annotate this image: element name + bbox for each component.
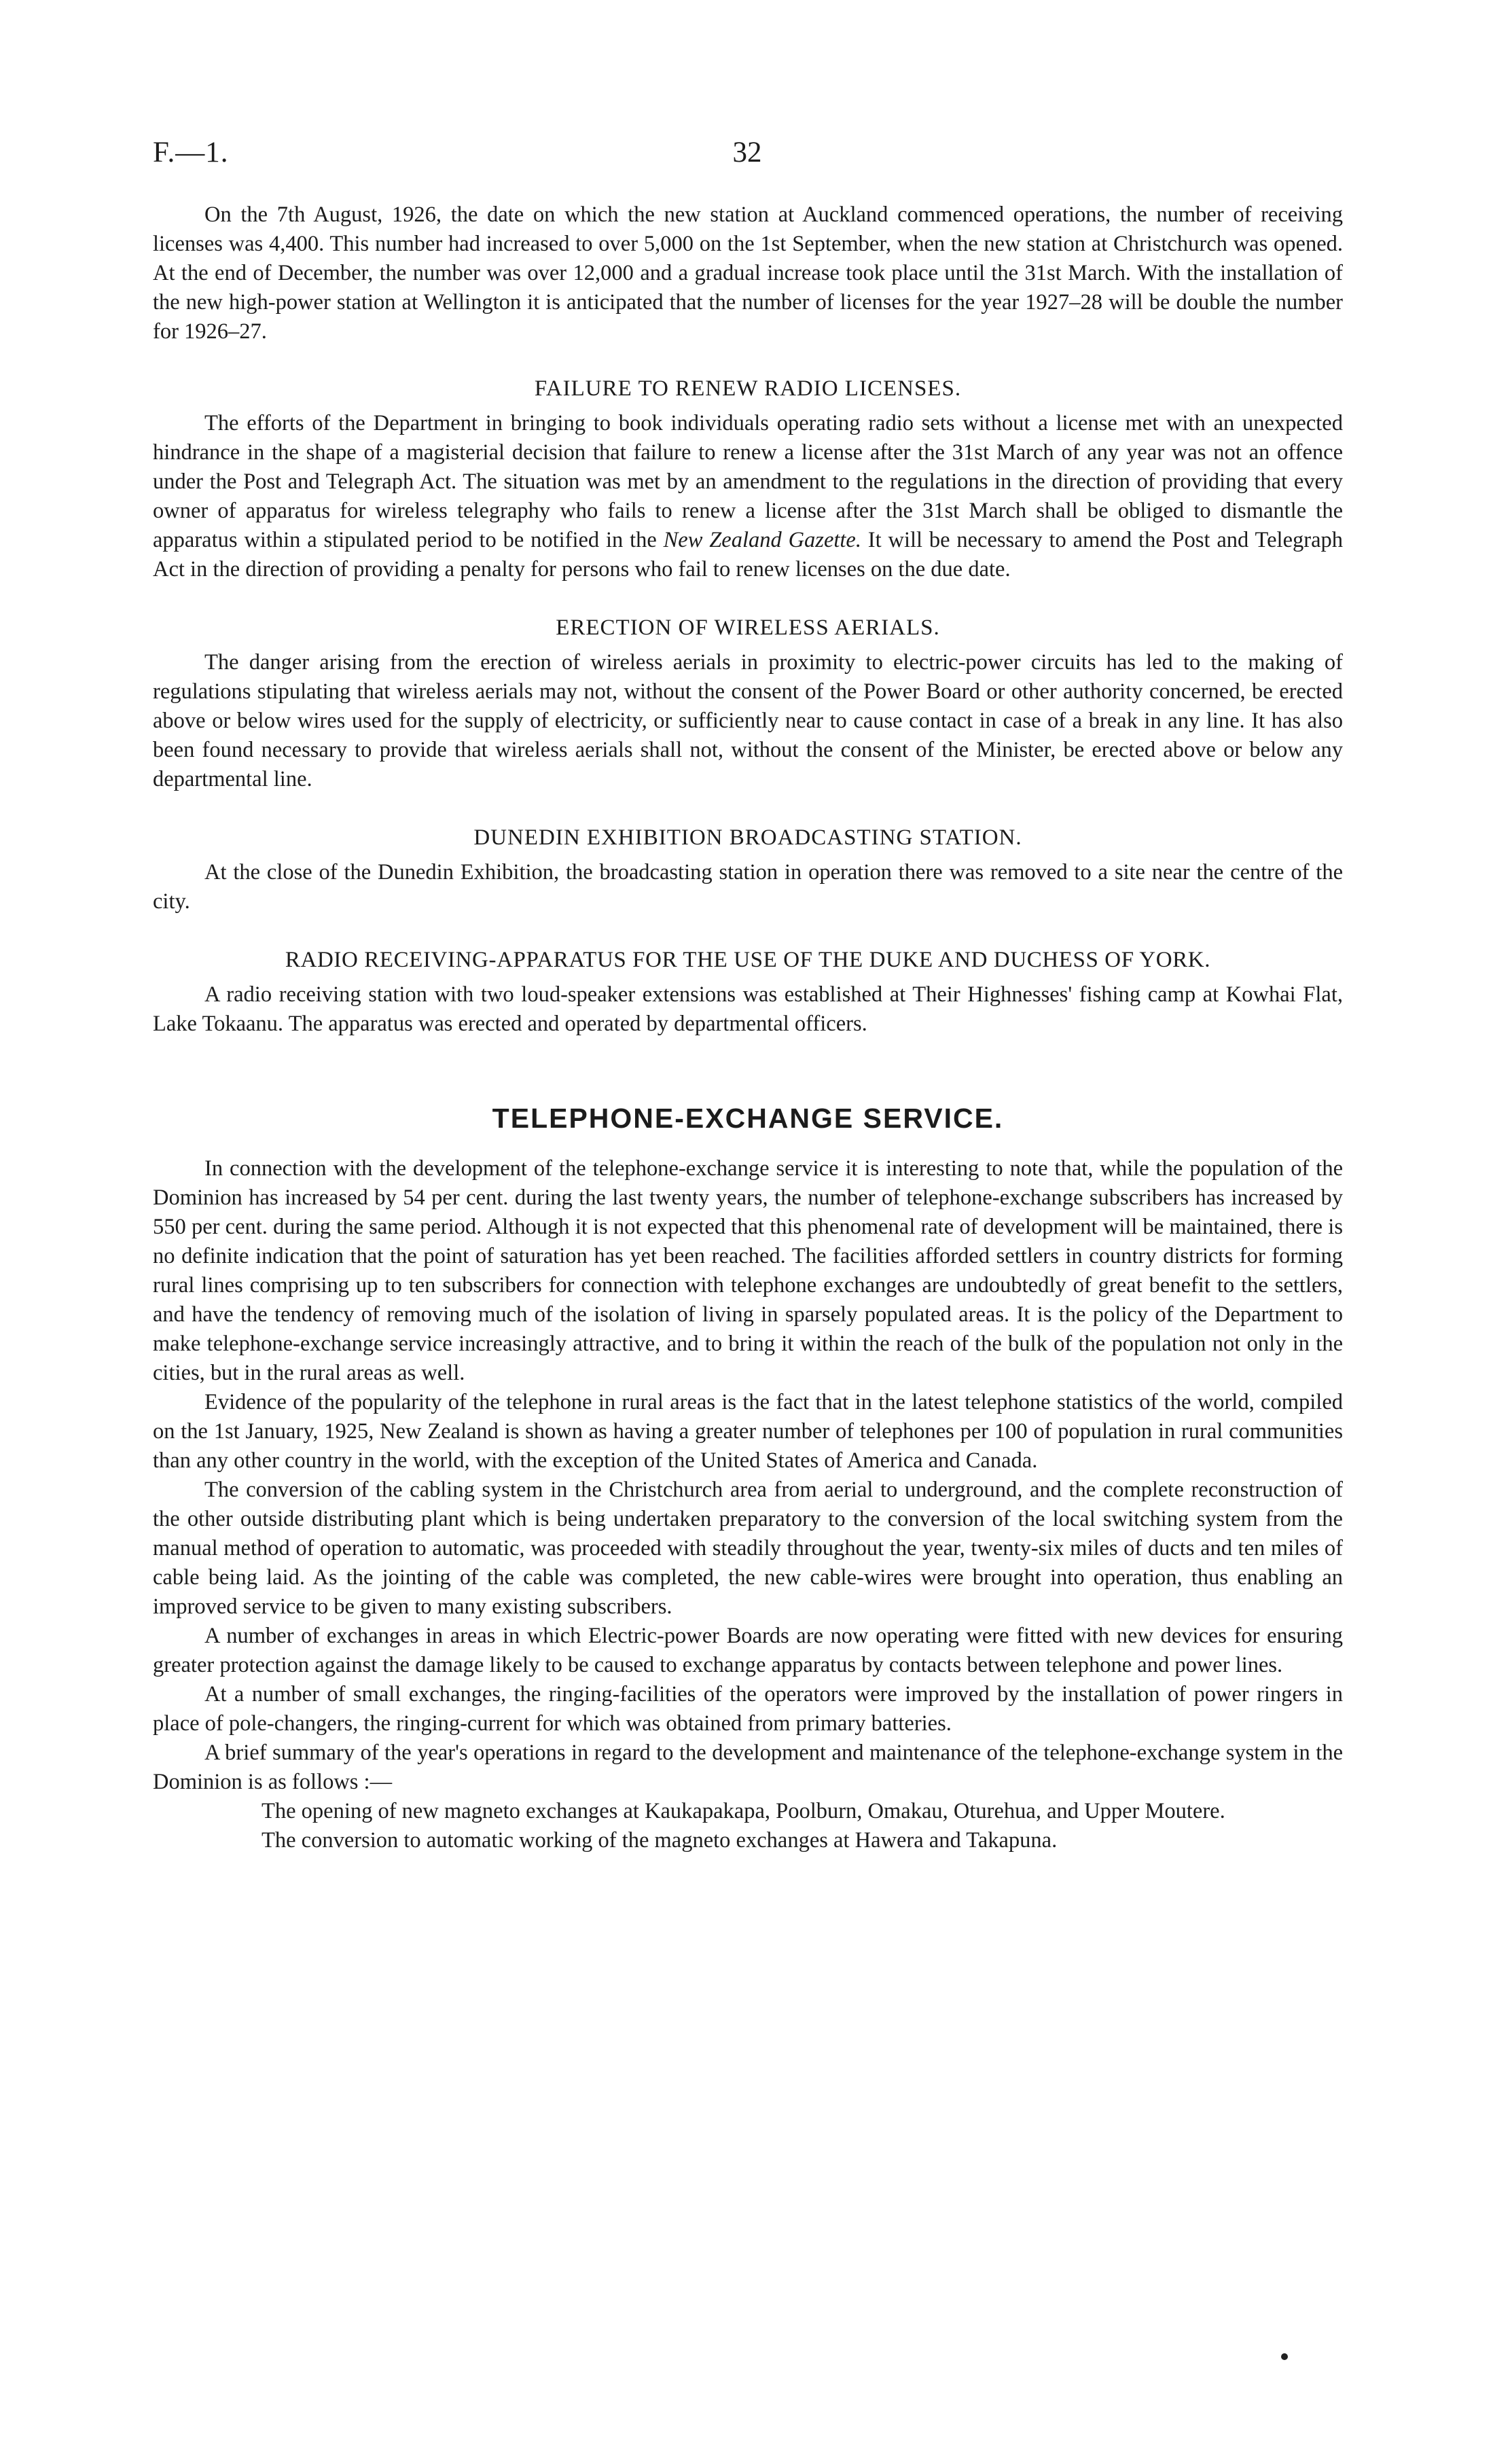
duke-paragraph: A radio receiving station with two loud-speaker extensions was established at Their Highnesses' fishing camp at Kowhai Flat, Lake Tokaanu. The apparatus was erected and operated by departmental officers.	[153, 982, 1343, 1036]
telephone-paragraph-6: A brief summary of the year's operations in regard to the development and maintenance of the telephone-exchange system in the Dominion is as follows :—	[153, 1740, 1343, 1794]
intro-paragraph: On the 7th August, 1926, the date on which the new station at Auckland commenced operations, the number of receiving licenses was 4,400. This number had increased to over 5,000 on the 1st September, when the new station at Christchurch was opened. At the end of December, the number was over 12,000 and a gradual increase took place until the 31st March. With the installation of the new high-power station at Wellington it is anticipated that the number of licenses for the year 1927–28 will be double the number for 1926–27.	[153, 202, 1343, 344]
section-heading-failure: FAILURE TO RENEW RADIO LICENSES.	[534, 376, 962, 401]
failure-paragraph	[153, 409, 1343, 584]
gazette-title: New Zealand Gazette.	[663, 528, 861, 552]
failure-text-after: It will be necessary to amend the Post and Telegraph Act in the direction of providing a penalty for persons who fail to renew licenses on the due date.	[153, 528, 1343, 582]
summary-list	[262, 1797, 1343, 1855]
page-mark	[1281, 2353, 1288, 2360]
failure-text-before: The efforts of the Department in bringing to book individuals operating radio sets without a license met with an unexpected hindrance in the shape of a magisterial decision that failure to renew a license after the 31st March of any year was not an offence under the Post and Telegraph Act. The situation was met by an amendment to the regulations in the direction of providing that every owner of apparatus for wireless telegraphy who fails to renew a license after the 31st March shall be obliged to dismantle the apparatus within a stipulated period to be notified in the	[153, 411, 1343, 552]
list-item: The conversion to automatic working of the magneto exchanges at Hawera and Takapuna.	[262, 1828, 1058, 1853]
telephone-paragraph-2: Evidence of the popularity of the telephone in rural areas is the fact that in the latest telephone statistics of the world, compiled on the 1st January, 1925, New Zealand is shown as having a greater number of telephones per 100 of population in rural communities than any other country in the world, with the exception of the United States of America and Canada.	[153, 1390, 1343, 1473]
telephone-paragraph-1: In connection with the development of the telephone-exchange service it is interesting to note that, while the population of the Dominion has increased by 54 per cent. during the last twenty years, the number of telephone-exchange subscribers has increased by 550 per cent. during the same period. Although it is not expected that this phenomenal rate of development will be maintained, there is no definite indication that the point of saturation has yet been reached. The facilities afforded settlers in country districts for forming rural lines comprising up to ten subscribers for connection with telephone exchanges are undoubtedly of great benefit to the settlers, and have the tendency of removing much of the isolation of living in sparsely populated areas. It is the policy of the Department to make telephone-exchange service increasingly attractive, and to bring it within the reach of the bulk of the population not only in the cities, but in the rural areas as well.	[153, 1156, 1343, 1385]
telephone-paragraph-4: A number of exchanges in areas in which Electric-power Boards are now operating were fitted with new devices for ensuring greater protection against the damage likely to be caused to exchange apparatus by contacts between telephone and power lines.	[153, 1624, 1343, 1677]
erection-paragraph: The danger arising from the erection of wireless aerials in proximity to electric-power circuits has led to the making of regulations stipulating that wireless aerials may not, without the consent of the Power Board or other authority concerned, be erected above or below wires used for the supply of electricity, or sufficiently near to cause contact in case of a break in any line. It has also been found necessary to provide that wireless aerials shall not, without the consent of the Minister, be erected above or below any departmental line.	[153, 650, 1343, 791]
telephone-paragraph-5: At a number of small exchanges, the ringing-facilities of the operators were improved by the installation of power ringers in place of pole-changers, the ringing-current for which was obtained from primary batteries.	[153, 1682, 1343, 1736]
dunedin-paragraph: At the close of the Dunedin Exhibition, the broadcasting station in operation there was removed to a site near the centre of the city.	[153, 860, 1343, 914]
section-heading-dunedin: DUNEDIN EXHIBITION BROADCASTING STATION.	[473, 825, 1022, 850]
page-header	[153, 136, 1342, 177]
section-heading-duke: RADIO RECEIVING-APPARATUS FOR THE USE OF THE DUKE AND DUCHESS OF YORK.	[285, 948, 1211, 972]
telephone-paragraph-3: The conversion of the cabling system in the Christchurch area from aerial to underground, and the complete reconstruction of the other outside distributing plant which is being undertaken preparatory to the conversion of the local switching system from the manual method of operation to automatic, was proceeded with steadily throughout the year, twenty-six miles of ducts and ten miles of cable being laid. As the jointing of the cable was completed, the new cable-wires were brought into operation, thus enabling an improved service to be given to many existing subscribers.	[153, 1478, 1343, 1619]
page-number: 32	[732, 137, 762, 168]
section-heading-erection: ERECTION OF WIRELESS AERIALS.	[556, 615, 940, 640]
telephone-heading: TELEPHONE-EXCHANGE SERVICE.	[492, 1103, 1004, 1134]
list-item: The opening of new magneto exchanges at Kaukapakapa, Poolburn, Omakau, Oturehua, and Upper Moutere.	[262, 1799, 1225, 1823]
document-reference: F.—1.	[153, 137, 229, 168]
page-content	[153, 200, 1343, 1855]
